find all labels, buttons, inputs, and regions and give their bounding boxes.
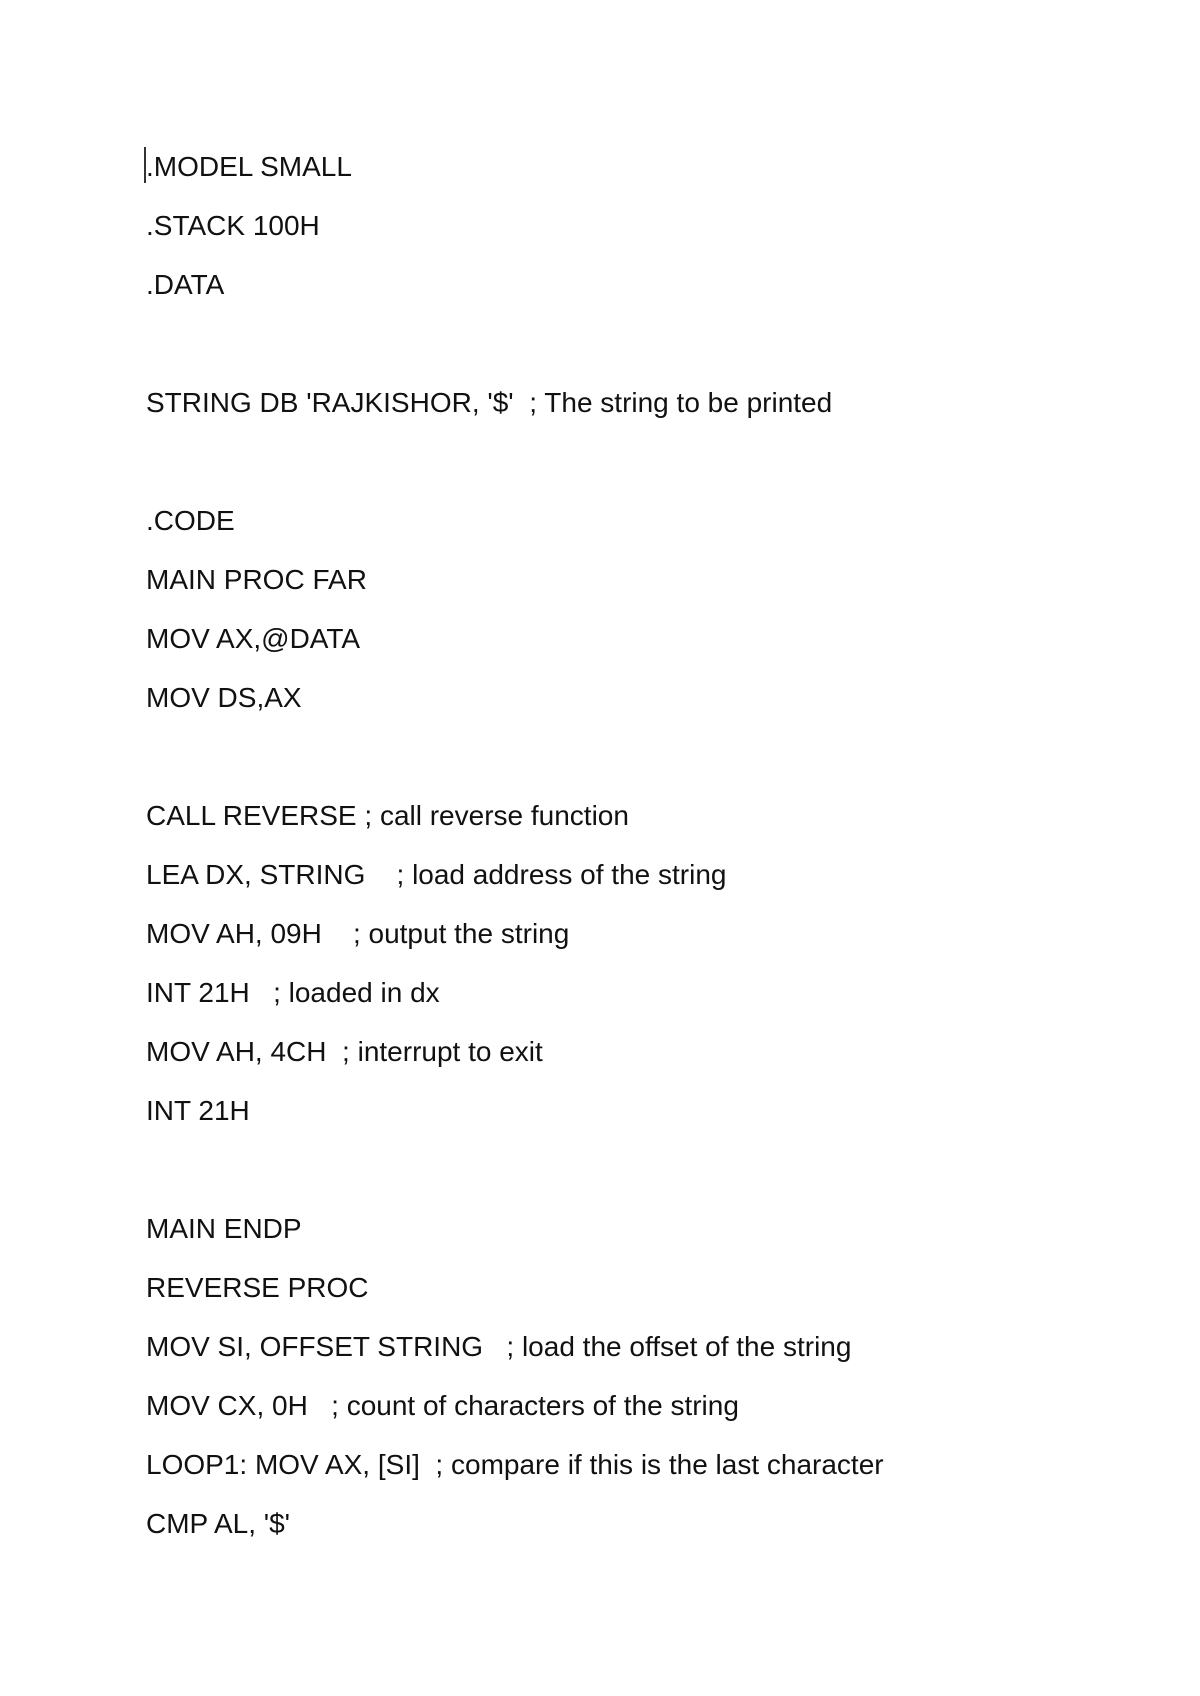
code-line: MOV AX,@DATA (146, 623, 361, 654)
document-body[interactable] (146, 145, 1106, 1561)
code-line: .CODE (146, 505, 235, 536)
code-line: LEA DX, STRING ; load address of the string (146, 859, 727, 890)
code-line: MOV SI, OFFSET STRING ; load the offset of the string (146, 1331, 852, 1362)
blank-line (146, 322, 1106, 381)
code-line: .DATA (146, 269, 225, 300)
blank-line (146, 1148, 1106, 1207)
code-line: INT 21H ; loaded in dx (146, 977, 440, 1008)
code-line: STRING DB 'RAJKISHOR, '$' ; The string to be printed (146, 387, 833, 418)
code-line: CMP AL, '$' (146, 1508, 291, 1539)
code-line: .STACK 100H (146, 210, 320, 241)
code-line: MOV DS,AX (146, 682, 302, 713)
code-line: LOOP1: MOV AX, [SI] ; compare if this is the last character (146, 1449, 884, 1480)
code-line: CALL REVERSE ; call reverse function (146, 800, 629, 831)
code-line: MOV AH, 09H ; output the string (146, 918, 570, 949)
code-line: MOV CX, 0H ; count of characters of the string (146, 1390, 739, 1421)
code-line: MOV AH, 4CH ; interrupt to exit (146, 1036, 543, 1067)
code-line: MAIN ENDP (146, 1213, 302, 1244)
blank-line (146, 440, 1106, 499)
blank-line (146, 735, 1106, 794)
code-line: INT 21H (146, 1095, 250, 1126)
code-line: .MODEL SMALL (146, 151, 352, 182)
code-line: REVERSE PROC (146, 1272, 369, 1303)
code-line: MAIN PROC FAR (146, 564, 367, 595)
